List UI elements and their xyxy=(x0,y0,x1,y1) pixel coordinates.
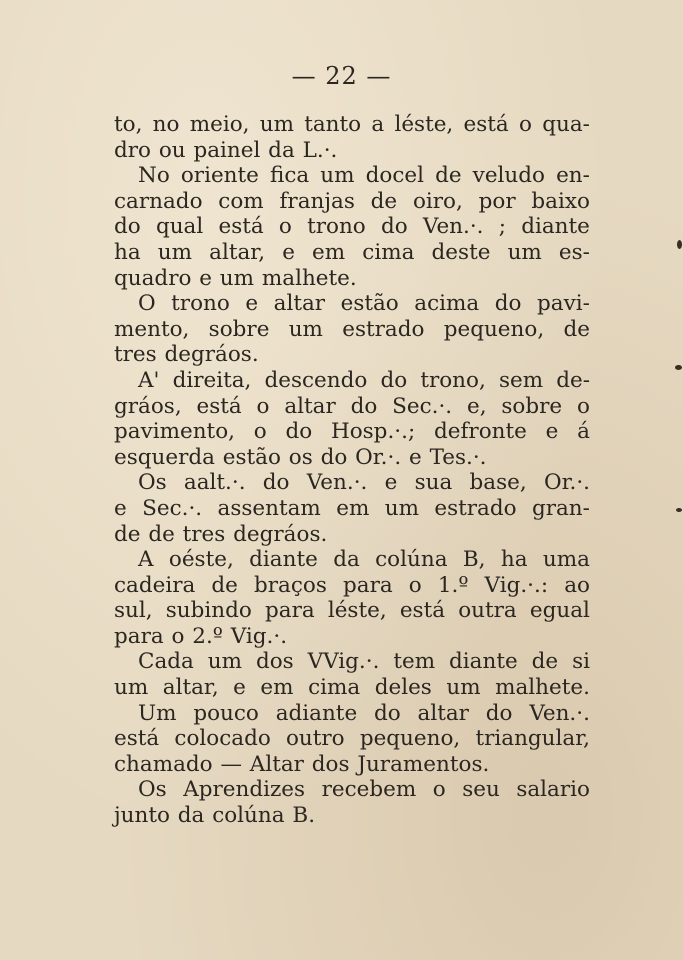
ink-speck xyxy=(677,240,682,249)
word: pouco xyxy=(193,700,259,726)
word: base, xyxy=(469,470,527,496)
word: do xyxy=(285,419,313,445)
word: Um xyxy=(138,700,177,726)
word: altar xyxy=(273,291,326,317)
word: estão xyxy=(340,291,399,317)
word: do xyxy=(485,700,513,726)
word: sul, xyxy=(114,598,153,624)
word: Ven.·. xyxy=(306,470,368,496)
word: um xyxy=(446,675,481,701)
word: ; xyxy=(498,214,506,240)
word: defronte xyxy=(433,419,527,445)
word: do xyxy=(494,291,522,317)
word: si xyxy=(572,649,590,675)
word: ao xyxy=(564,572,590,598)
word: es- xyxy=(558,239,590,265)
text-line xyxy=(114,112,590,138)
word: e xyxy=(384,470,398,496)
word: A xyxy=(138,547,154,573)
word: um xyxy=(507,239,542,265)
word: franjas xyxy=(279,188,355,214)
word: de- xyxy=(556,367,590,393)
word: Sec.·. xyxy=(142,495,203,521)
text-line xyxy=(114,726,590,752)
word: um xyxy=(157,239,193,265)
word: to, xyxy=(114,112,143,137)
word: A' xyxy=(138,367,160,393)
word: o xyxy=(253,419,267,445)
text-line xyxy=(114,189,590,215)
word: en- xyxy=(556,163,590,189)
word: sobre xyxy=(501,393,563,419)
word: Aprendizes xyxy=(183,777,306,803)
word: para xyxy=(264,598,315,624)
word: qua- xyxy=(542,112,590,137)
word: VVig.·. xyxy=(307,649,380,675)
word: está xyxy=(196,393,242,419)
word: deste xyxy=(431,239,491,265)
word: ha xyxy=(114,239,141,265)
word: um xyxy=(207,649,243,675)
word: por xyxy=(478,188,516,214)
text-line xyxy=(114,675,590,701)
text-line: tres degráos. xyxy=(114,342,259,368)
word: egual xyxy=(529,598,590,624)
word: Os xyxy=(138,777,167,803)
word: adiante xyxy=(275,700,358,726)
word: altar, xyxy=(209,239,266,265)
word: Os xyxy=(138,470,167,496)
word: trono xyxy=(307,214,366,240)
word: estrado xyxy=(434,495,517,521)
word: á xyxy=(577,419,590,445)
word: assentam xyxy=(217,495,321,521)
word: tanto xyxy=(304,112,362,137)
word: trono, xyxy=(420,367,486,393)
word: descendo xyxy=(264,367,368,393)
text-line: dro ou painel da L.·. xyxy=(114,137,338,163)
word: oiro, xyxy=(412,188,463,214)
word: outra xyxy=(458,598,517,624)
word: e xyxy=(282,239,295,265)
word: o xyxy=(256,393,270,419)
word: de xyxy=(435,163,462,189)
word: fica xyxy=(270,163,310,189)
text-line xyxy=(114,394,590,420)
word: um xyxy=(114,675,149,701)
text-line xyxy=(114,163,590,189)
word: seu xyxy=(462,777,500,803)
word: está xyxy=(114,726,160,752)
word: de xyxy=(563,316,590,342)
ink-speck xyxy=(676,508,682,512)
text-line xyxy=(114,470,590,496)
text-line xyxy=(114,317,590,343)
word: está xyxy=(218,214,264,240)
word: com xyxy=(218,188,264,214)
word: 1.º xyxy=(437,572,469,598)
word: oriente xyxy=(180,163,259,189)
word: deles xyxy=(374,675,432,701)
word: altar, xyxy=(162,675,219,701)
text-line: para o 2.º Vig.·. xyxy=(114,623,288,649)
word: altar xyxy=(417,700,469,726)
word: gran- xyxy=(531,495,590,521)
word: colocado xyxy=(174,726,271,752)
word: o xyxy=(519,112,532,137)
word: subindo xyxy=(165,598,252,624)
word: pequeno, xyxy=(443,316,545,342)
text-line xyxy=(114,547,590,573)
word: altar xyxy=(284,393,336,419)
word: Hosp.·.; xyxy=(330,419,416,445)
page-number: — 22 — xyxy=(291,62,392,90)
word: do xyxy=(380,367,408,393)
word: O xyxy=(138,291,156,317)
word: diante xyxy=(249,547,318,573)
word: aalt.·. xyxy=(183,470,246,496)
word: Ven.·. xyxy=(529,700,590,726)
word: em xyxy=(312,239,346,265)
word: para xyxy=(343,572,393,598)
word: Cada xyxy=(138,649,194,675)
word: o xyxy=(408,572,422,598)
text-line: esquerda estão os do Or.·. e Tes.·. xyxy=(114,444,487,470)
word: dos xyxy=(255,649,294,675)
word: B, xyxy=(462,547,486,573)
word: e xyxy=(233,675,246,701)
word: sem xyxy=(498,367,544,393)
text-line xyxy=(114,496,590,522)
word: um xyxy=(320,163,355,189)
word: veludo xyxy=(472,163,545,189)
word: do xyxy=(374,700,401,726)
word: docel xyxy=(365,163,424,189)
text-line xyxy=(114,419,590,445)
text-line: quadro e um malhete. xyxy=(114,265,357,291)
word: em xyxy=(260,675,294,701)
word: salario xyxy=(516,777,590,803)
word: um xyxy=(384,495,419,521)
word: Vig.·.: xyxy=(484,572,549,598)
word: braços xyxy=(254,572,327,598)
text-line xyxy=(114,649,590,675)
word: qual xyxy=(155,214,204,240)
word: sobre xyxy=(208,316,270,342)
word: estrado xyxy=(342,316,425,342)
word: cima xyxy=(362,239,415,265)
word: do xyxy=(262,470,290,496)
word: e, xyxy=(466,393,487,419)
word: tem xyxy=(393,649,436,675)
word: uma xyxy=(542,547,590,573)
text-line xyxy=(114,368,590,394)
word: de xyxy=(531,649,559,675)
text-line xyxy=(114,701,590,727)
word: colúna xyxy=(375,547,448,573)
word: Or.·. xyxy=(543,470,590,496)
word: do xyxy=(114,214,141,240)
word: o xyxy=(278,214,292,240)
word: oéste, xyxy=(168,547,234,573)
word: pavimento, xyxy=(114,419,235,445)
word: da xyxy=(333,547,360,573)
word: diante xyxy=(449,649,518,675)
text-line xyxy=(114,240,590,266)
body-text xyxy=(114,112,590,829)
word: meio, xyxy=(189,112,250,137)
word: léste, xyxy=(394,112,454,137)
word: Sec.·. xyxy=(392,393,453,419)
word: do xyxy=(350,393,378,419)
word: léste, xyxy=(327,598,387,624)
word: em xyxy=(336,495,370,521)
word: a xyxy=(371,112,385,137)
word: pavi- xyxy=(537,291,590,317)
word: e xyxy=(245,291,259,317)
word: direita, xyxy=(172,367,252,393)
word: de xyxy=(370,188,398,214)
word: está xyxy=(399,598,446,624)
word: baixo xyxy=(531,188,590,214)
word: está xyxy=(463,112,509,137)
word: trono xyxy=(171,291,230,317)
word: no xyxy=(152,112,180,137)
word: triangular, xyxy=(475,726,590,752)
word: No xyxy=(138,163,170,189)
word: acima xyxy=(414,291,480,317)
text-line: chamado — Altar dos Juramentos. xyxy=(114,751,490,777)
word: e xyxy=(545,419,559,445)
word: mento, xyxy=(114,316,190,342)
word: cadeira xyxy=(114,572,196,598)
word: um xyxy=(259,112,294,137)
word: carnado xyxy=(114,188,203,214)
ink-speck xyxy=(675,365,682,370)
text-line xyxy=(114,291,590,317)
word: do xyxy=(380,214,408,240)
word: ha xyxy=(500,547,528,573)
word: o xyxy=(432,777,446,803)
text-line: junto da colúna B. xyxy=(114,803,316,829)
text-line xyxy=(114,777,590,803)
word: de xyxy=(211,572,238,598)
word: recebem xyxy=(321,777,417,803)
word: o xyxy=(576,393,590,419)
word: Ven.·. xyxy=(422,214,484,240)
word: sua xyxy=(414,470,453,496)
word: malhete. xyxy=(495,675,590,701)
text-line xyxy=(114,598,590,624)
word: cima xyxy=(308,675,361,701)
word: diante xyxy=(521,214,590,240)
text-line xyxy=(114,573,590,599)
word: e xyxy=(114,495,127,521)
word: gráos, xyxy=(114,393,182,419)
word: um xyxy=(288,316,323,342)
text-line xyxy=(114,214,590,240)
word: pequeno, xyxy=(359,726,461,752)
text-line: de de tres degráos. xyxy=(114,521,328,547)
word: outro xyxy=(285,726,345,752)
